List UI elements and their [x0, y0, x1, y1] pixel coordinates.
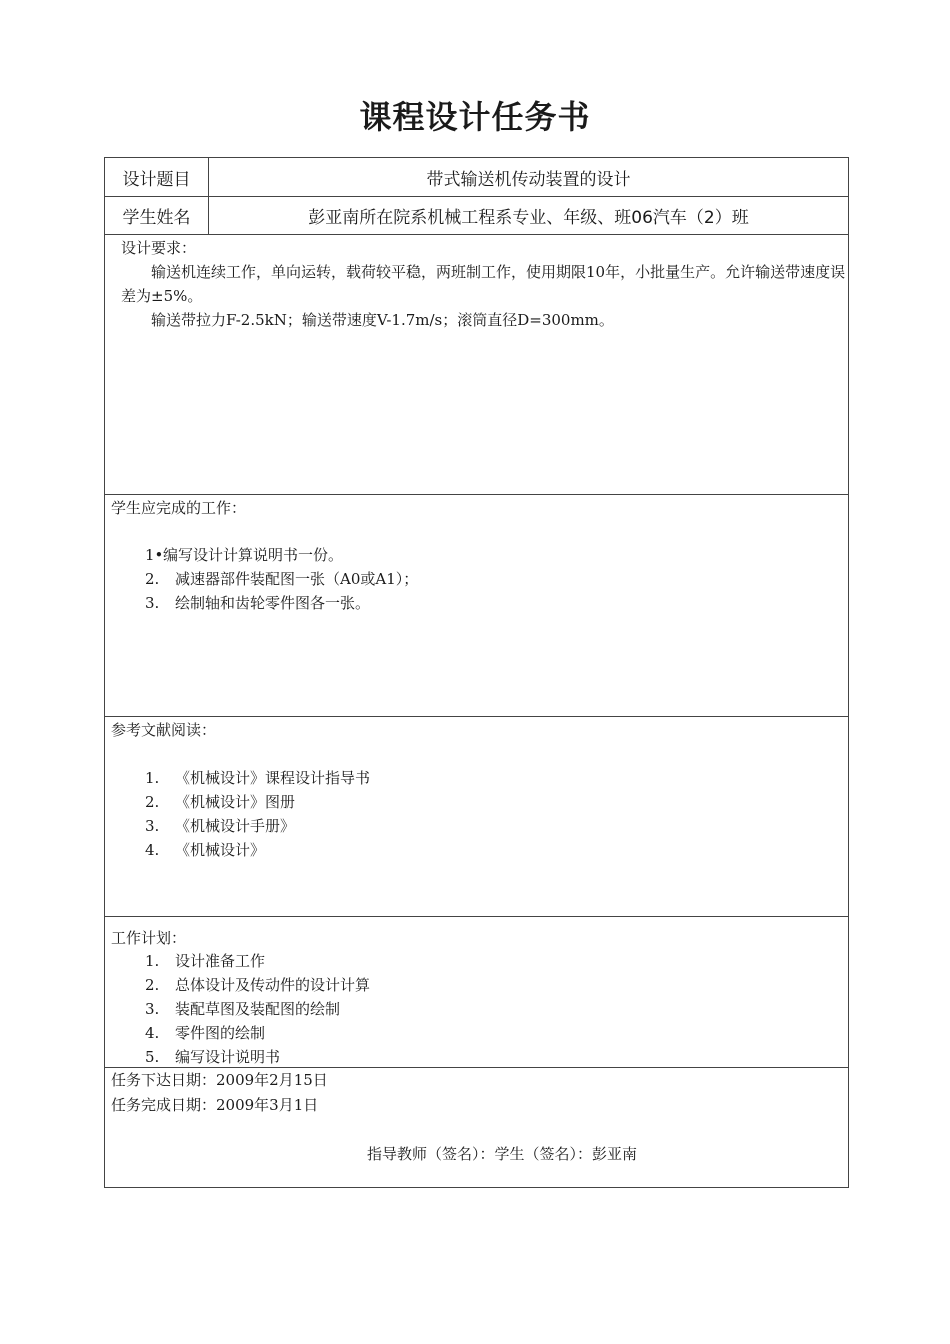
row-divider: [105, 494, 848, 495]
list-item: [145, 766, 370, 790]
list-text: 零件图的绘制: [175, 1024, 266, 1042]
list-number: 5.: [145, 1048, 160, 1066]
list-item: [145, 1045, 370, 1069]
list-number: 3.: [145, 1000, 160, 1018]
list-text: 编写设计说明书: [175, 1048, 281, 1066]
list-number: 1.: [145, 952, 160, 970]
requirements-paragraph-1: [121, 260, 846, 308]
list-item: [145, 591, 418, 615]
row-divider: [105, 716, 848, 717]
list-text: 绘制轴和齿轮零件图各一张。: [175, 594, 371, 612]
list-number: 1•: [145, 546, 164, 564]
list-item: [145, 997, 370, 1021]
row-divider: [105, 916, 848, 917]
issue-date: 任务下达日期：2009年2月15日: [111, 1071, 328, 1089]
topic-value: 带式输送机传动装置的设计: [426, 169, 631, 190]
list-text: 总体设计及传动件的设计计算: [175, 976, 371, 994]
row-divider: [105, 234, 848, 235]
list-item: [145, 949, 370, 973]
topic-label: 设计题目: [122, 169, 191, 190]
references-list: [145, 766, 370, 862]
signature-line: 指导教师（签名）：学生（签名）：彭亚南: [367, 1145, 638, 1163]
list-number: 2.: [145, 793, 160, 811]
list-number: 4.: [145, 841, 160, 859]
list-item: [145, 814, 370, 838]
list-text: 减速器部件装配图一张（A0或A1）；: [175, 570, 419, 588]
student-value: 彭亚南所在院系机械工程系专业、年级、班06汽车（2）班: [308, 207, 749, 228]
list-item: [145, 973, 370, 997]
work-list: [145, 543, 418, 615]
list-item: [145, 838, 370, 862]
list-text: 《机械设计手册》: [175, 817, 296, 835]
completion-date: 任务完成日期：2009年3月1日: [111, 1096, 319, 1114]
list-number: 2.: [145, 976, 160, 994]
references-heading: 参考文献阅读：: [111, 721, 217, 739]
list-number: 3.: [145, 594, 160, 612]
student-label: 学生姓名: [122, 207, 191, 228]
requirements-heading: 设计要求：: [121, 239, 197, 257]
list-text: 《机械设计》课程设计指导书: [175, 769, 371, 787]
list-item: [145, 567, 418, 591]
plan-heading: 工作计划：: [111, 929, 187, 947]
list-item: [145, 790, 370, 814]
list-text: 编写设计计算说明书一份。: [163, 546, 344, 564]
list-number: 1.: [145, 769, 160, 787]
list-text: 装配草图及装配图的绘制: [175, 1000, 341, 1018]
list-number: 4.: [145, 1024, 160, 1042]
list-number: 3.: [145, 817, 160, 835]
task-table: [104, 157, 849, 1188]
list-number: 2.: [145, 570, 160, 588]
page-title: 课程设计任务书: [359, 98, 591, 136]
list-item: [145, 1021, 370, 1045]
list-item: [145, 543, 418, 567]
list-text: 《机械设计》: [175, 841, 266, 859]
list-text: 《机械设计》图册: [175, 793, 296, 811]
list-text: 设计准备工作: [175, 952, 266, 970]
requirements-text-2: 输送带拉力F-2.5kN；输送带速度V-1.7m/s；滚筒直径D=300mm。: [151, 311, 614, 329]
work-heading: 学生应完成的工作：: [111, 499, 247, 517]
requirements-text-1: 输送机连续工作，单向运转，载荷较平稳，两班制工作，使用期限10年，小批量生产。允许输送带速度误差为±5%。: [121, 263, 846, 305]
requirements-paragraph-2: [121, 308, 846, 332]
plan-list: [145, 949, 370, 1069]
